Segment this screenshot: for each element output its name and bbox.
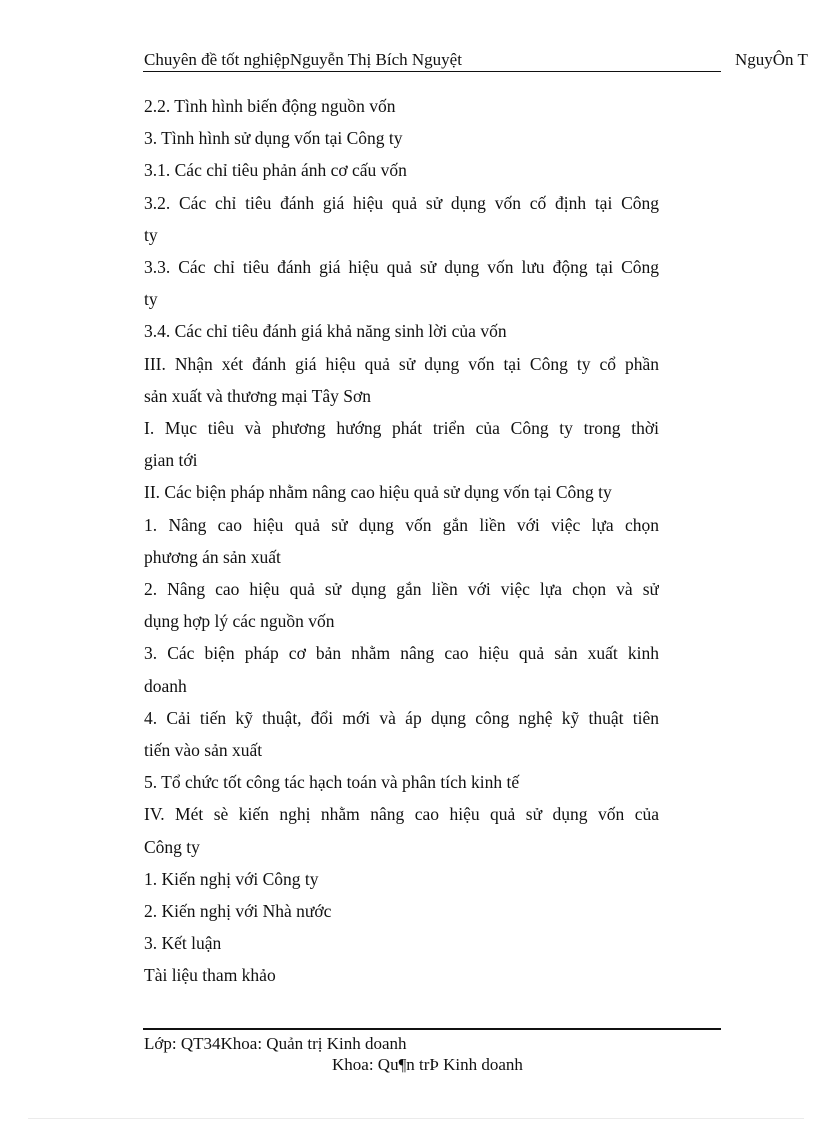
toc-line: 5. Tổ chức tốt công tác hạch toán và phân tích kinh tế (144, 772, 520, 793)
toc-line: 3. Kết luận (144, 933, 222, 954)
toc-line: dụng hợp lý các nguồn vốn (144, 611, 335, 632)
toc-line: 1. Nâng cao hiệu quả sử dụng vốn gắn liền với việc lựa chọn (144, 514, 659, 535)
toc-line: 2. Nâng cao hiệu quả sử dụng gắn liền với việc lựa chọn và sử (144, 578, 659, 599)
toc-line: 3.1. Các chỉ tiêu phản ánh cơ cấu vốn (144, 160, 407, 181)
toc-line: 2. Kiến nghị với Nhà nước (144, 900, 332, 921)
toc-line: 3.2. Các chỉ tiêu đánh giá hiệu quả sử dụng vốn cố định tại Công (144, 192, 659, 213)
toc-line: ty (144, 289, 158, 310)
toc-line: tiến vào sản xuất (144, 739, 263, 760)
toc-line: 3.3. Các chỉ tiêu đánh giá hiệu quả sử dụng vốn lưu động tại Công (144, 257, 659, 277)
toc-line: doanh (144, 675, 187, 696)
table-of-contents (144, 90, 659, 992)
toc-line: ty (144, 224, 158, 245)
toc-line: sản xuất và thương mại Tây Sơn (144, 385, 371, 406)
toc-line: gian tới (144, 450, 198, 471)
toc-line: phương án sản xuất (144, 546, 281, 567)
footer-class-faculty: Lớp: QT34Khoa: Quản trị Kinh doanh (144, 1034, 407, 1053)
page-edge (28, 1118, 804, 1119)
toc-line: Tài liệu tham khảo (144, 965, 276, 986)
toc-line: III. Nhận xét đánh giá hiệu quả sử dụng vốn tại Công ty cổ phần (144, 353, 659, 374)
toc-line: 1. Kiến nghị với Công ty (144, 868, 319, 889)
toc-line: 3. Tình hình sử dụng vốn tại Công ty (144, 128, 403, 149)
header-title: Chuyên đề tốt nghiệpNguyễn Thị Bích Nguyệt (144, 50, 462, 69)
header-rule (143, 71, 721, 72)
toc-line: I. Mục tiêu và phương hướng phát triển của Công ty trong thời (144, 417, 659, 438)
toc-line: 3.4. Các chỉ tiêu đánh giá khả năng sinh lời của vốn (144, 321, 507, 342)
toc-line: II. Các biện pháp nhằm nâng cao hiệu quả sử dụng vốn tại Công ty (144, 482, 612, 503)
footer-rule (143, 1028, 721, 1030)
toc-line: IV. Mét sè kiến nghị nhằm nâng cao hiệu quả sử dụng vốn của (144, 804, 659, 825)
toc-line: Công ty (144, 836, 200, 857)
footer-faculty: Khoa: Qu¶n trÞ Kinh doanh (332, 1055, 523, 1074)
toc-line: 4. Cải tiến kỹ thuật, đổi mới và áp dụng công nghệ kỹ thuật tiên (144, 707, 659, 728)
toc-line: 3. Các biện pháp cơ bản nhằm nâng cao hiệu quả sản xuất kinh (144, 643, 659, 664)
header-author-fragment: NguyÔn T (735, 50, 808, 69)
toc-line: 2.2. Tình hình biến động nguồn vốn (144, 96, 396, 116)
